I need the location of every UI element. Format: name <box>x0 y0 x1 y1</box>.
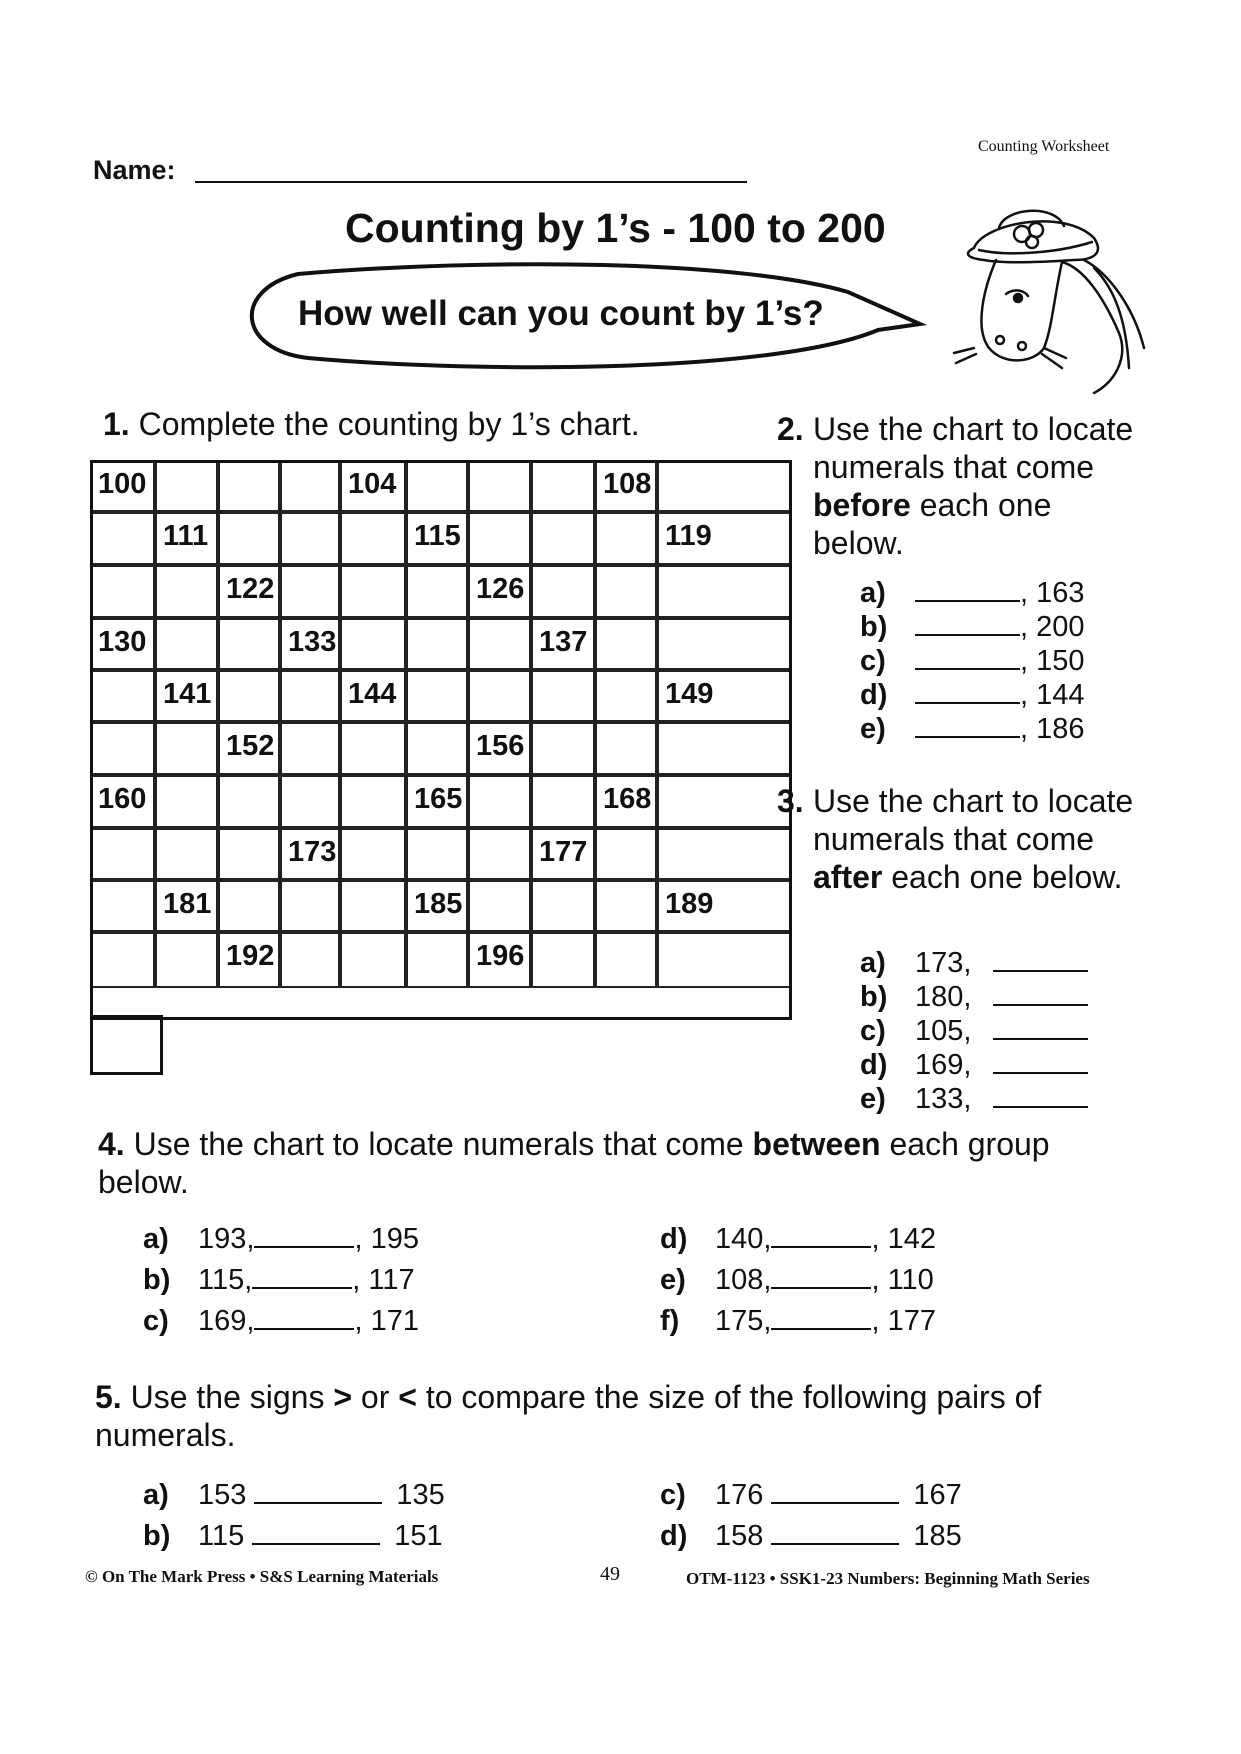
item-second: 135 <box>396 1479 445 1511</box>
chart-cell-blank[interactable] <box>280 775 340 828</box>
chart-cell-given: 126 <box>468 565 531 618</box>
question-1-number: 1. <box>103 406 130 442</box>
item-first: 140, <box>715 1223 772 1255</box>
chart-cell-blank[interactable] <box>595 512 657 565</box>
answer-blank[interactable] <box>915 678 1020 704</box>
between-item <box>143 1222 419 1263</box>
chart-cell-blank[interactable] <box>531 565 595 618</box>
chart-cell-blank[interactable] <box>340 722 406 775</box>
chart-cell-blank[interactable] <box>155 565 218 618</box>
question-4-number: 4. <box>98 1126 125 1162</box>
chart-cell-given: 144 <box>340 670 406 722</box>
chart-cell-blank[interactable] <box>595 670 657 722</box>
answer-blank[interactable] <box>915 712 1020 738</box>
horse-with-hat-illustration <box>944 198 1154 398</box>
item-label: b) <box>860 611 888 643</box>
chart-cell-given: 192 <box>218 932 280 988</box>
answer-blank[interactable] <box>252 1519 380 1545</box>
speech-bubble-text: How well can you count by 1’s? <box>298 294 824 333</box>
chart-cell-given: 189 <box>657 880 792 932</box>
item-label: d) <box>860 679 888 711</box>
item-label: a) <box>143 1479 169 1511</box>
chart-cell-given: 177 <box>531 828 595 880</box>
item-first: 158 <box>715 1520 764 1552</box>
answer-blank[interactable] <box>915 644 1020 670</box>
chart-cell-blank[interactable] <box>218 618 280 670</box>
answer-blank[interactable] <box>993 980 1088 1006</box>
chart-cell-blank[interactable] <box>218 460 280 512</box>
chart-cell-given: 185 <box>406 880 468 932</box>
item-label: c) <box>860 1015 886 1047</box>
document-type-label: Counting Worksheet <box>978 138 1110 155</box>
question-4-keyword: between <box>752 1126 881 1162</box>
chart-cell-blank[interactable] <box>340 828 406 880</box>
chart-cell-blank[interactable] <box>468 512 531 565</box>
chart-cell-blank[interactable] <box>218 828 280 880</box>
item-label: c) <box>860 645 886 677</box>
chart-cell-blank[interactable] <box>531 880 595 932</box>
question-5-number: 5. <box>95 1379 122 1415</box>
chart-cell-blank[interactable] <box>406 618 468 670</box>
chart-cell-blank[interactable] <box>595 618 657 670</box>
answer-blank[interactable] <box>254 1304 354 1330</box>
item-label: c) <box>143 1305 169 1337</box>
chart-cell-blank[interactable] <box>218 880 280 932</box>
chart-cell-blank[interactable] <box>406 722 468 775</box>
answer-blank[interactable] <box>771 1304 871 1330</box>
chart-cell-given: 122 <box>218 565 280 618</box>
question-2 <box>777 410 1143 562</box>
answer-blank[interactable] <box>771 1519 899 1545</box>
chart-cell-blank[interactable] <box>218 512 280 565</box>
answer-blank[interactable] <box>254 1222 354 1248</box>
chart-cell-given: 141 <box>155 670 218 722</box>
chart-cell-blank[interactable] <box>340 880 406 932</box>
question-3-number: 3. <box>777 783 804 819</box>
compare-item <box>143 1478 445 1519</box>
chart-cell-blank[interactable] <box>218 670 280 722</box>
chart-cell-given: 130 <box>90 618 155 670</box>
chart-cell-blank[interactable] <box>406 828 468 880</box>
answer-blank[interactable] <box>252 1263 352 1289</box>
item-label: a) <box>860 577 886 609</box>
footer-copyright: © On The Mark Press • S&S Learning Materials <box>85 1567 439 1586</box>
answer-blank[interactable] <box>915 610 1020 636</box>
answer-blank[interactable] <box>771 1478 899 1504</box>
chart-cell-blank[interactable] <box>531 722 595 775</box>
between-item <box>143 1263 419 1304</box>
question-2-text-end: each one below. <box>813 487 1052 561</box>
chart-cell-blank[interactable] <box>531 512 595 565</box>
before-item <box>860 712 1085 746</box>
item-label: d) <box>660 1223 688 1255</box>
question-2-keyword: before <box>813 487 911 523</box>
chart-cell-blank[interactable] <box>340 932 406 988</box>
item-value: 173, <box>915 947 972 979</box>
after-item <box>860 980 1088 1014</box>
chart-cell-blank[interactable] <box>595 565 657 618</box>
chart-cell-blank[interactable] <box>468 670 531 722</box>
chart-cell-blank[interactable] <box>90 512 155 565</box>
item-value: , 150 <box>1020 645 1085 677</box>
chart-cell-blank[interactable] <box>468 460 531 512</box>
chart-cell-given: 100 <box>90 460 155 512</box>
answer-blank[interactable] <box>915 576 1020 602</box>
question-2-text: Use the chart to locate numerals that come <box>813 411 1134 485</box>
item-last: , 195 <box>354 1223 419 1255</box>
chart-cell-blank[interactable] <box>218 775 280 828</box>
between-item <box>660 1222 936 1263</box>
after-item <box>860 946 1088 980</box>
chart-cell-given: 173 <box>280 828 340 880</box>
item-first: 169, <box>198 1305 255 1337</box>
less-than-sign: < <box>398 1379 417 1415</box>
item-value: 133, <box>915 1083 972 1115</box>
item-label: b) <box>860 981 888 1013</box>
chart-cell-given: 111 <box>155 512 218 565</box>
chart-cell-blank[interactable] <box>657 828 792 880</box>
item-value: 180, <box>915 981 972 1013</box>
chart-cell-blank[interactable] <box>280 512 340 565</box>
answer-blank[interactable] <box>993 946 1088 972</box>
answer-blank[interactable] <box>771 1263 871 1289</box>
question-3-items <box>860 946 1088 1116</box>
item-second: 151 <box>394 1520 443 1552</box>
chart-cell-blank[interactable] <box>531 460 595 512</box>
chart-cell-blank[interactable] <box>280 722 340 775</box>
chart-cell-given: 156 <box>468 722 531 775</box>
answer-blank[interactable] <box>771 1222 871 1248</box>
chart-cell-given: 181 <box>155 880 218 932</box>
answer-blank[interactable] <box>993 1048 1088 1074</box>
chart-cell-given: 168 <box>595 775 657 828</box>
chart-cell-blank[interactable] <box>90 670 155 722</box>
between-item <box>143 1304 419 1345</box>
item-second: 185 <box>913 1520 962 1552</box>
chart-cell-blank[interactable] <box>155 828 218 880</box>
item-label: e) <box>860 713 886 745</box>
chart-cell-blank[interactable] <box>90 828 155 880</box>
answer-blank[interactable] <box>993 1014 1088 1040</box>
chart-cell-blank[interactable] <box>90 880 155 932</box>
chart-cell-given: 108 <box>595 460 657 512</box>
chart-cell-blank[interactable] <box>468 828 531 880</box>
question-5-or: or <box>352 1379 399 1415</box>
chart-cell-given: 119 <box>657 512 792 565</box>
item-first: 193, <box>198 1223 255 1255</box>
chart-cell-blank[interactable] <box>657 932 792 988</box>
question-5 <box>95 1378 1125 1454</box>
chart-cell-blank[interactable] <box>155 932 218 988</box>
chart-cell-blank[interactable] <box>340 618 406 670</box>
question-5-text: Use the signs <box>130 1379 334 1415</box>
chart-cell-blank[interactable] <box>468 880 531 932</box>
item-label: c) <box>660 1479 686 1511</box>
after-item <box>860 1048 1088 1082</box>
chart-cell-blank[interactable] <box>531 670 595 722</box>
item-last: , 110 <box>871 1264 934 1296</box>
chart-cell-blank[interactable] <box>155 460 218 512</box>
chart-cell-blank[interactable] <box>595 722 657 775</box>
question-5-text-end: to compare the size of the following pairs of numerals. <box>95 1379 1042 1453</box>
chart-cell-blank[interactable] <box>657 722 792 775</box>
item-first: 176 <box>715 1479 764 1511</box>
chart-cell-blank[interactable] <box>531 932 595 988</box>
question-4-items-right <box>660 1222 936 1345</box>
chart-cell-blank[interactable] <box>531 775 595 828</box>
chart-cell-blank[interactable] <box>657 460 792 512</box>
item-last: , 177 <box>871 1305 936 1337</box>
item-label: a) <box>860 947 886 979</box>
question-3-text-end: each one below. <box>882 859 1123 895</box>
chart-cell-blank[interactable] <box>340 775 406 828</box>
item-first: 175, <box>715 1305 772 1337</box>
question-1-text: Complete the counting by 1’s chart. <box>138 406 640 442</box>
item-first: 115 <box>198 1520 245 1552</box>
item-value: , 200 <box>1020 611 1085 643</box>
chart-cell-blank[interactable] <box>155 775 218 828</box>
item-label: d) <box>860 1049 888 1081</box>
between-item <box>660 1263 936 1304</box>
chart-cell-blank[interactable] <box>90 565 155 618</box>
chart-cell-given: 104 <box>340 460 406 512</box>
name-label: Name: <box>93 155 176 185</box>
item-last: , 142 <box>871 1223 936 1255</box>
after-item <box>860 1082 1088 1116</box>
question-3-text: Use the chart to locate numerals that come <box>813 783 1134 857</box>
compare-item <box>143 1519 445 1560</box>
chart-cell-blank[interactable] <box>406 565 468 618</box>
chart-cell-blank[interactable] <box>468 775 531 828</box>
chart-cell-given: 165 <box>406 775 468 828</box>
chart-cell-blank[interactable] <box>155 722 218 775</box>
item-label: a) <box>143 1223 169 1255</box>
compare-item <box>660 1519 962 1560</box>
question-2-items <box>860 576 1085 746</box>
item-value: , 163 <box>1020 577 1085 609</box>
chart-cell-blank[interactable] <box>340 512 406 565</box>
question-4-text-end: each group below. <box>98 1126 1050 1200</box>
question-4 <box>98 1125 1108 1201</box>
before-item <box>860 576 1085 610</box>
item-last: , 117 <box>352 1264 415 1296</box>
item-first: 153 <box>198 1479 247 1511</box>
chart-cell-blank[interactable] <box>280 880 340 932</box>
chart-cell-given: 196 <box>468 932 531 988</box>
item-label: b) <box>143 1264 171 1296</box>
item-value: 169, <box>915 1049 972 1081</box>
item-value: 105, <box>915 1015 972 1047</box>
item-last: , 171 <box>354 1305 419 1337</box>
chart-cell-blank[interactable] <box>595 828 657 880</box>
chart-cell-blank[interactable] <box>155 618 218 670</box>
item-first: 108, <box>715 1264 772 1296</box>
item-label: e) <box>660 1264 686 1296</box>
question-3-keyword: after <box>813 859 883 895</box>
item-second: 167 <box>913 1479 962 1511</box>
chart-cell-given: 152 <box>218 722 280 775</box>
answer-blank[interactable] <box>993 1082 1088 1108</box>
question-5-items-left <box>143 1478 445 1560</box>
footer-series: OTM-1123 • SSK1-23 Numbers: Beginning Math Series <box>686 1569 1090 1588</box>
chart-cell-blank[interactable] <box>406 670 468 722</box>
chart-cell-given: 149 <box>657 670 792 722</box>
worksheet-title: Counting by 1’s - 100 to 200 <box>345 205 886 251</box>
chart-cell-200[interactable] <box>90 1015 163 1075</box>
chart-cell-given: 133 <box>280 618 340 670</box>
question-4-text: Use the chart to locate numerals that come <box>133 1126 753 1162</box>
chart-cell-blank[interactable] <box>657 565 792 618</box>
item-value: , 186 <box>1020 713 1085 745</box>
item-first: 115, <box>198 1264 253 1296</box>
question-4-items-left <box>143 1222 419 1345</box>
after-item <box>860 1014 1088 1048</box>
chart-cell-blank[interactable] <box>468 618 531 670</box>
page-number: 49 <box>600 1563 620 1585</box>
name-input-line[interactable] <box>195 181 747 183</box>
chart-cell-blank[interactable] <box>280 670 340 722</box>
question-3 <box>777 782 1143 896</box>
chart-cell-blank[interactable] <box>90 722 155 775</box>
before-item <box>860 678 1085 712</box>
chart-cell-blank[interactable] <box>280 565 340 618</box>
item-label: b) <box>143 1520 171 1552</box>
question-2-number: 2. <box>777 411 804 447</box>
chart-cell-blank[interactable] <box>406 932 468 988</box>
chart-cell-blank[interactable] <box>280 460 340 512</box>
chart-cell-given: 160 <box>90 775 155 828</box>
chart-cell-blank[interactable] <box>657 618 792 670</box>
chart-cell-blank[interactable] <box>340 565 406 618</box>
chart-cell-blank[interactable] <box>657 775 792 828</box>
chart-cell-given: 115 <box>406 512 468 565</box>
greater-than-sign: > <box>333 1379 353 1415</box>
compare-item <box>660 1478 962 1519</box>
item-label: d) <box>660 1520 688 1552</box>
chart-cell-blank[interactable] <box>595 932 657 988</box>
before-item <box>860 610 1085 644</box>
answer-blank[interactable] <box>254 1478 382 1504</box>
chart-cell-given: 137 <box>531 618 595 670</box>
item-label: f) <box>660 1305 680 1337</box>
chart-cell-blank[interactable] <box>280 932 340 988</box>
question-5-items-right <box>660 1478 962 1560</box>
between-item <box>660 1304 936 1345</box>
item-label: e) <box>860 1083 886 1115</box>
item-value: , 144 <box>1020 679 1085 711</box>
chart-cell-blank[interactable] <box>90 932 155 988</box>
chart-cell-blank[interactable] <box>406 460 468 512</box>
chart-cell-blank[interactable] <box>595 880 657 932</box>
before-item <box>860 644 1085 678</box>
